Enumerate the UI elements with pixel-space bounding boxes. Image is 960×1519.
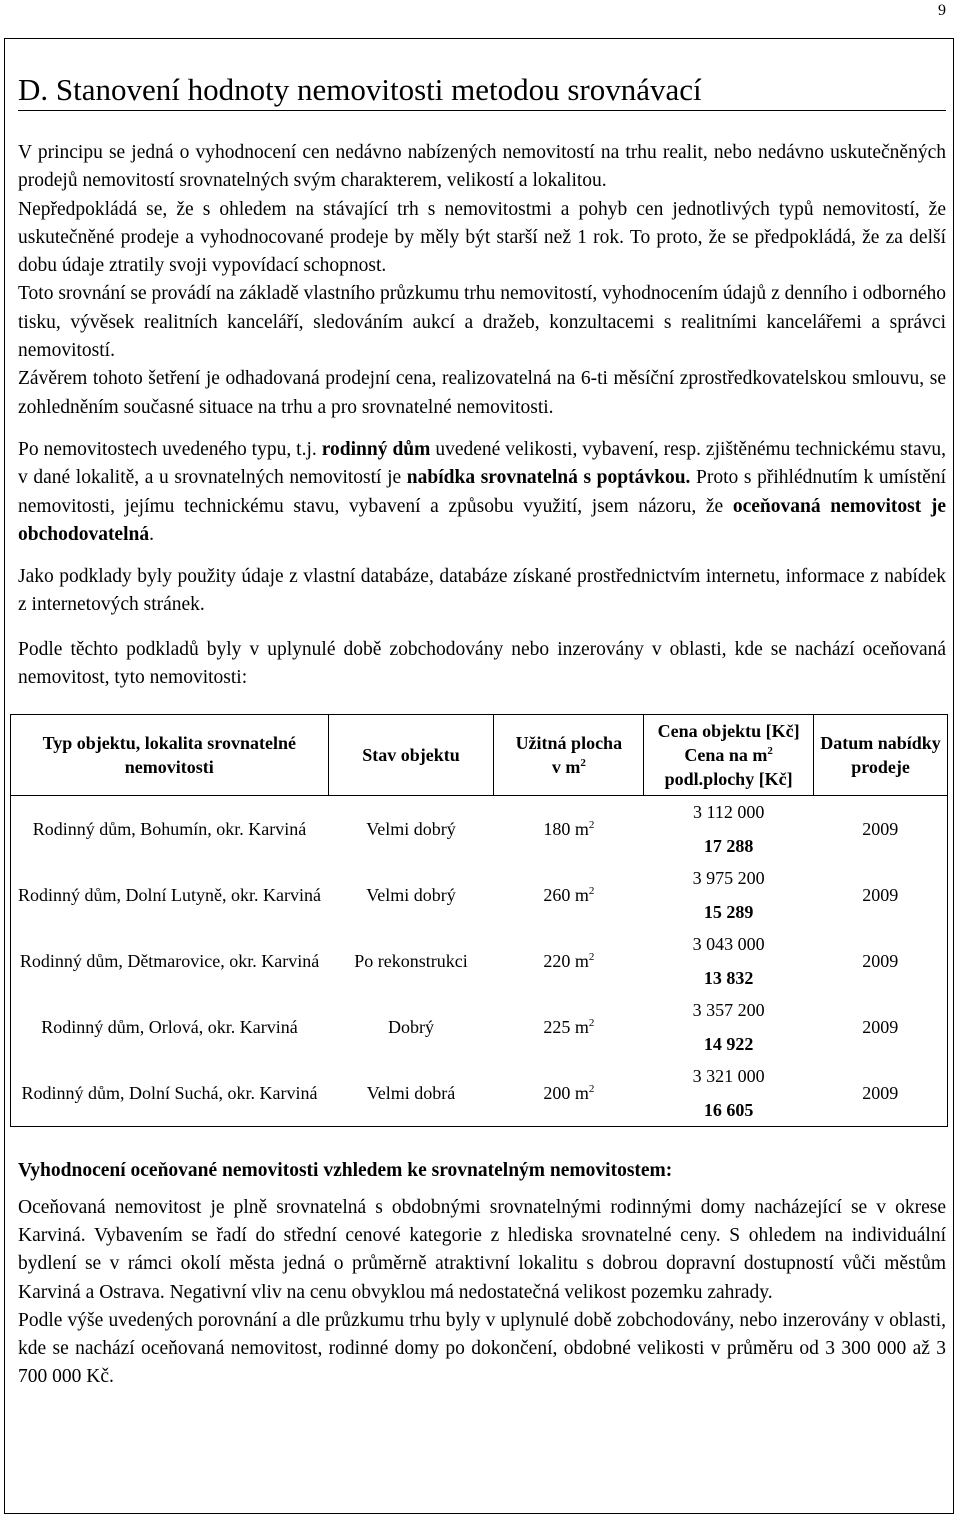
cell-price: 3 321 000 16 605 xyxy=(644,1060,814,1127)
cell-date: 2009 xyxy=(814,1060,948,1127)
cell-date: 2009 xyxy=(814,796,948,863)
evaluation-paragraph-1: Oceňovaná nemovitost je plně srovnatelná s obdobnými srovnatelnými rodinnými domy nacházející se v okrese Karviná. Vybavením se řadí do střední cenové kategorie z hlediska srovnatelné ceny. S ohledem na individuální bydlení se v rámci okolí města jedná o průměrně atraktivní lokalitu s dobrou dopravní dostupností vůči městům Karviná a Ostrava. Negativní vliv na cenu obvyklou má nedostatečná velikost pozemku zahrady. xyxy=(18,1196,946,1303)
table-row xyxy=(11,994,948,1060)
cell-type: Rodinný dům, Dolní Suchá, okr. Karviná xyxy=(11,1060,329,1127)
paragraph-age-of-data: Nepředpokládá se, že s ohledem na stávající trh s nemovitostmi a pohyb cen jednotlivých typů nemovitostí, že uskutečněné prodeje a vyhodnocované prodeje by měly být starší než 1 rok. To proto, že se předpokládá, že za delší dobu údaje ztratily svoji vypovídací schopnost. xyxy=(18,198,946,277)
cell-area: 225 $m^2$ xyxy=(543,1017,595,1038)
cell-type: Rodinný dům, Bohumín, okr. Karviná xyxy=(11,796,329,863)
page-number: 9 xyxy=(938,2,946,19)
cell-area: 220 $m^2$ xyxy=(543,951,595,972)
bold-house-type: rodinný dům xyxy=(321,438,431,460)
paragraph-table-intro: Podle těchto podkladů byly v uplynulé době zobchodovány nebo inzerovány v oblasti, kde se nachází oceňovaná nemovitost, tyto nemovitosti: xyxy=(18,638,946,689)
paragraph-marketability: Po nemovitostech uvedeného typu, t.j. rodinný dům uvedené velikosti, vybavení, resp. zjištěnému technickému stavu, v dané lokalitě, a u srovnatelných nemovitostí je nabídka srovnatelná s poptávkou. Proto s přihlédnutím k umístění nemovitosti, jejímu technickému stavu, vybavení a způsobu využití, jsem názoru, že oceňovaná nemovitost je obchodovatelná. xyxy=(18,438,946,545)
header-state: Stav objektu xyxy=(328,715,494,796)
cell-area: 200 $m^2$ xyxy=(494,1060,644,1127)
header-price: Cena objektu [Kč] Cena na $m^2$ podl.plochy [Kč] xyxy=(644,715,814,796)
cell-state: Velmi dobrá xyxy=(328,1060,494,1127)
paragraph-conclusion: Závěrem tohoto šetření je odhadovaná prodejní cena, realizovatelná na 6-ti měsíční zprostředkovatelskou smlouvu, se zohledněním současné situace na trhu a pro srovnatelné nemovitosti. xyxy=(18,368,946,418)
bold-supply-demand: nabídka srovnatelná s poptávkou. xyxy=(406,467,691,489)
cell-area: 180 $m^2$ xyxy=(543,819,595,840)
cell-type: Rodinný dům, Orlová, okr. Karviná xyxy=(11,994,329,1060)
cell-area: 260 $m^2$ xyxy=(543,885,595,906)
paragraph-principle: V principu se jedná o vyhodnocení cen nedávno nabízených nemovitostí na trhu realit, nebo nedávno uskutečněných prodejů nemovitostí srovnatelných svým charakterem, velikostí a lokalitou. xyxy=(18,142,946,192)
bold-marketable: oceňovaná nemovitost je obchodovatelná xyxy=(18,495,946,545)
paragraph-market-survey: Toto srovnání se provádí na základě vlastního průzkumu trhu nemovitostí, vyhodnocením údajů z denního i odborného tisku, vývěsek realitních kanceláří, sledováním aukcí a dražeb, konzultacemi s realitními kancelářemi a správci nemovitostí. xyxy=(18,283,946,362)
cell-price: 3 043 000 13 832 xyxy=(692,934,765,989)
cell-type: Rodinný dům, Dětmarovice, okr. Karviná xyxy=(11,928,329,994)
cell-state: Velmi dobrý xyxy=(366,885,456,906)
table-row xyxy=(11,796,948,863)
comparison-table xyxy=(10,714,948,1127)
table-row xyxy=(11,1060,948,1127)
header-date: Datum nabídky prodeje xyxy=(814,715,948,796)
header-area: Užitná plocha v $m^2$ xyxy=(494,715,644,796)
table-row xyxy=(11,928,948,994)
cell-price: 3 975 200 15 289 xyxy=(692,868,765,923)
cell-date: 2009 xyxy=(814,994,948,1060)
cell-price: 3 112 000 17 288 xyxy=(692,802,765,857)
table-header-row xyxy=(11,715,948,796)
evaluation-heading: Vyhodnocení oceňované nemovitosti vzhledem ke srovnatelným nemovitostem: xyxy=(18,1160,673,1182)
header-type-location: Typ objektu, lokalita srovnatelné nemovitosti xyxy=(11,715,329,796)
table-row xyxy=(11,862,948,928)
cell-state: Dobrý xyxy=(387,1017,434,1038)
cell-state: Po rekonstrukci xyxy=(354,951,468,972)
cell-date: 2009 xyxy=(814,862,948,928)
cell-type: Rodinný dům, Dolní Lutyně, okr. Karviná xyxy=(11,862,329,928)
section-title: D. Stanovení hodnoty nemovitosti metodou srovnávací xyxy=(18,70,946,111)
paragraph-sources: Jako podklady byly použity údaje z vlastní databáze, databáze získané prostřednictvím internetu, informace z nabídek z internetových stránek. xyxy=(18,566,946,616)
cell-date: 2009 xyxy=(814,928,948,994)
document-body xyxy=(18,70,946,1392)
cell-price: 3 357 200 14 922 xyxy=(692,1000,765,1055)
evaluation-paragraph-2: Podle výše uvedených porovnání a dle průzkumu trhu byly v uplynulé době zobchodovány, nebo inzerovány v oblasti, kde se nachází oceňovaná nemovitost, rodinné domy po dokončení, obdobné velikosti v průměru od 3 300 000 až 3 700 000 Kč. xyxy=(18,1309,946,1388)
cell-state: Velmi dobrý xyxy=(366,819,456,840)
